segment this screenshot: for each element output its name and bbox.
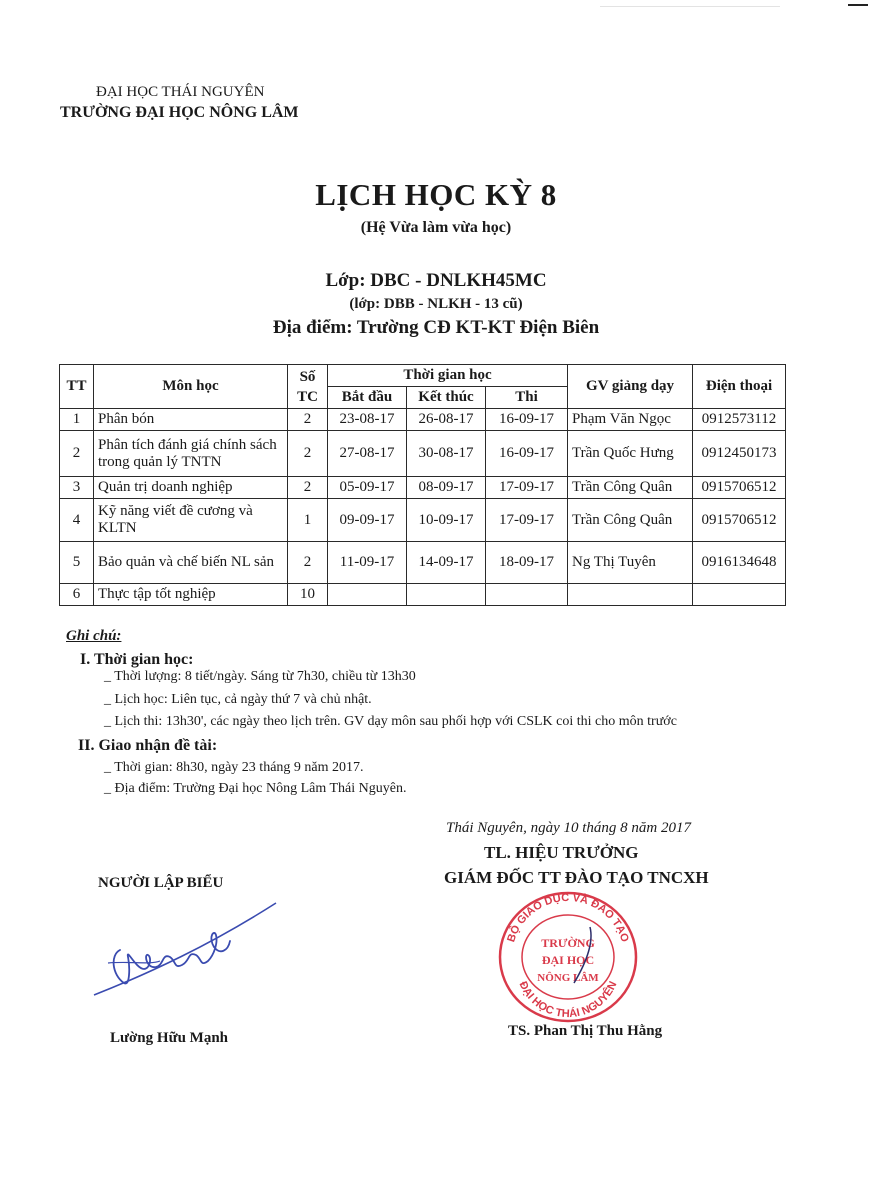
cell-subject: Phân bón [94,409,288,431]
cell-exam: 18-09-17 [486,542,568,584]
cell-credits: 1 [288,499,328,542]
col-header-credits [288,365,328,409]
cell-lecturer: Trần Công Quân [568,477,693,499]
cell-credits: 2 [288,542,328,584]
cell-tt: 3 [60,477,94,499]
cell-exam: 17-09-17 [486,477,568,499]
page-title: LỊCH HỌC KỲ 8 [315,177,557,212]
cell-start: 11-09-17 [328,542,407,584]
col-header-time-group: Thời gian học [328,365,568,387]
table-row [60,499,786,542]
cell-end: 26-08-17 [407,409,486,431]
cell-phone: 0912573112 [693,409,786,431]
col-header-lecturer: GV giảng dạy [568,365,693,409]
table-row [60,584,786,606]
cell-lecturer [568,584,693,606]
page-subtitle: (Hệ Vừa làm vừa học) [360,219,512,236]
cell-credits: 2 [288,477,328,499]
note-item: _ Thời gian: 8h30, ngày 23 tháng 9 năm 2017. [104,760,364,775]
cell-subject: Bảo quản và chế biến NL sản [94,542,288,584]
cell-end [407,584,486,606]
cell-lecturer: Ng Thị Tuyên [568,542,693,584]
cell-exam: 16-09-17 [486,431,568,477]
notes-section-topic: II. Giao nhận đề tài: [78,737,218,754]
seal-outer-text: BỘ GIÁO DỤC VÀ ĐÀO TẠO [505,891,631,944]
note-item: _ Thời lượng: 8 tiết/ngày. Sáng từ 7h30, chiều từ 13h30 [104,669,416,684]
cell-exam [486,584,568,606]
class-old-line: (lớp: DBB - NLKH - 13 cũ) [349,296,523,312]
cell-phone: 0915706512 [693,499,786,542]
corner-mark [848,4,868,6]
place-date-line: Thái Nguyên, ngày 10 tháng 8 năm 2017 [446,820,691,836]
director-title-2: GIÁM ĐỐC TT ĐÀO TẠO TNCXH [444,868,709,887]
col-header-exam: Thi [486,387,568,409]
cell-subject: Kỹ năng viết đề cương và KLTN [94,499,288,542]
col-header-tt: TT [60,365,94,409]
note-item: _ Địa điểm: Trường Đại học Nông Lâm Thái Nguyên. [104,781,407,796]
cell-subject: Phân tích đánh giá chính sách trong quản lý TNTN [94,431,288,477]
col-header-start: Bắt đầu [328,387,407,409]
cell-credits: 2 [288,431,328,477]
class-line: Lớp: DBC - DNLKH45MC [325,270,547,291]
cell-exam: 16-09-17 [486,409,568,431]
cell-end: 08-09-17 [407,477,486,499]
cell-start [328,584,407,606]
cell-end: 10-09-17 [407,499,486,542]
cell-start: 23-08-17 [328,409,407,431]
cell-credits: 10 [288,584,328,606]
seal-bottom-text: ĐẠI HỌC THÁI NGUYÊN [516,979,620,1021]
cell-credits: 2 [288,409,328,431]
table-row [60,409,786,431]
table-header-row [60,365,786,387]
cell-subject: Thực tập tốt nghiệp [94,584,288,606]
notes-title: Ghi chú: [66,628,122,644]
cell-phone: 0915706512 [693,477,786,499]
cell-phone: 0912450173 [693,431,786,477]
cell-exam: 17-09-17 [486,499,568,542]
col-header-subject: Môn học [94,365,288,409]
note-item: _ Lịch học: Liên tục, cả ngày thứ 7 và chủ nhật. [104,692,372,707]
cell-start: 09-09-17 [328,499,407,542]
school-name: TRƯỜNG ĐẠI HỌC NÔNG LÂM [60,104,299,121]
col-header-credits-line1: Số [299,368,316,385]
cell-tt: 6 [60,584,94,606]
note-item: _ Lịch thi: 13h30', các ngày theo lịch trên. GV dạy môn sau phối hợp với CSLK coi thi cho môn trước [104,714,677,729]
cell-tt: 2 [60,431,94,477]
cell-lecturer: Trần Quốc Hưng [568,431,693,477]
notes-section-time: I. Thời gian học: [80,651,194,668]
cell-start: 05-09-17 [328,477,407,499]
director-title-1: TL. HIỆU TRƯỞNG [484,843,639,862]
cell-lecturer: Trần Công Quân [568,499,693,542]
cell-phone [693,584,786,606]
table-row [60,542,786,584]
university-name: ĐẠI HỌC THÁI NGUYÊN [96,84,265,100]
col-header-end: Kết thúc [407,387,486,409]
schedule-table [59,364,786,606]
scan-edge-line [600,6,780,7]
director-name: TS. Phan Thị Thu Hằng [508,1023,663,1039]
preparer-title: NGƯỜI LẬP BIỂU [98,875,224,891]
cell-start: 27-08-17 [328,431,407,477]
cell-lecturer: Phạm Văn Ngọc [568,409,693,431]
preparer-name: Lường Hữu Mạnh [110,1030,229,1046]
cell-subject: Quản trị doanh nghiệp [94,477,288,499]
seal-inner-line3: NÔNG LÂM [537,972,599,984]
handwritten-signature [90,895,280,1005]
cell-tt: 4 [60,499,94,542]
cell-end: 14-09-17 [407,542,486,584]
table-row [60,431,786,477]
col-header-phone: Điện thoại [693,365,786,409]
seal-inner-line1: TRƯỜNG [541,936,595,950]
svg-text:ĐẠI HỌC THÁI NGUYÊN [517,980,620,1021]
cell-tt: 5 [60,542,94,584]
cell-phone: 0916134648 [693,542,786,584]
cell-tt: 1 [60,409,94,431]
col-header-credits-line2: TC [297,388,318,405]
seal-inner-line2: ĐẠI HỌC [541,953,595,967]
table-row [60,477,786,499]
cell-end: 30-08-17 [407,431,486,477]
official-seal [494,887,642,1027]
location-line: Địa điểm: Trường CĐ KT-KT Điện Biên [272,317,600,338]
